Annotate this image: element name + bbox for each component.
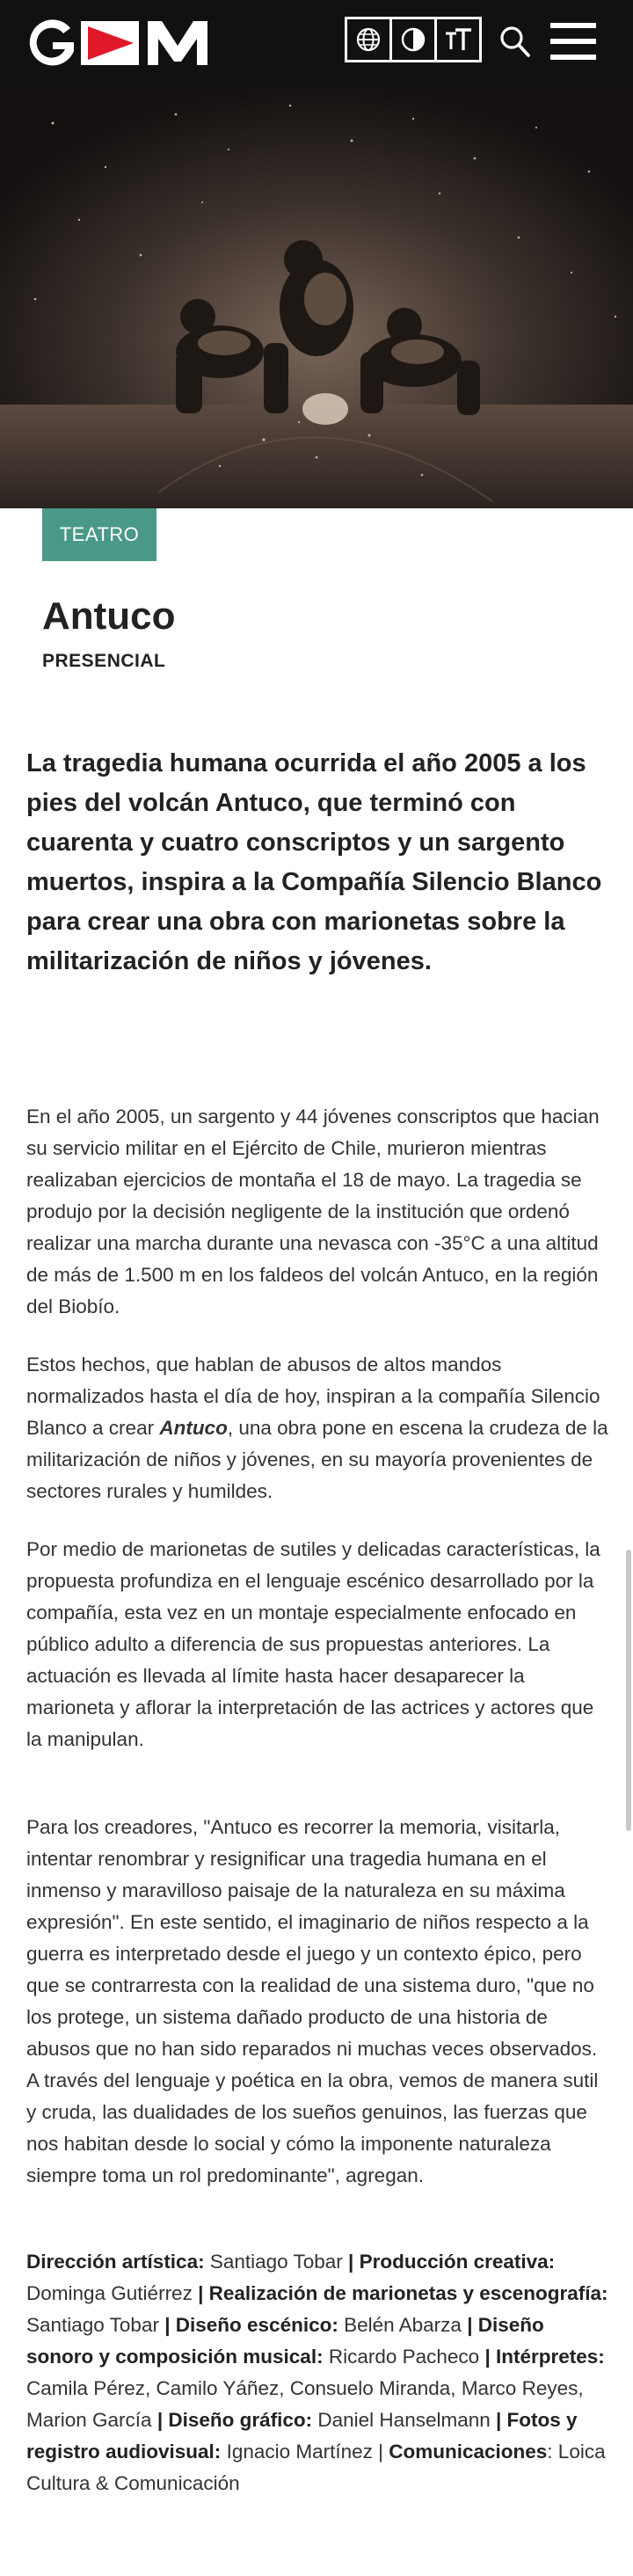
credit-value: Camila Pérez, Camilo Yáñez, Consuelo Miranda, Marco Reyes, Marion García — [26, 2377, 584, 2431]
language-button[interactable] — [347, 19, 392, 60]
credit-value: : Loica Cultura & Comunicación — [26, 2441, 606, 2494]
hero-photo — [0, 88, 633, 508]
credit-label: | Fotos y registro audiovisual: — [26, 2409, 578, 2463]
credit-value: Belén Abarza — [338, 2314, 468, 2336]
contrast-button[interactable] — [392, 19, 437, 60]
body-paragraph-1: En el año 2005, un sargento y 44 jóvenes conscriptos que hacian su servicio militar en el Ejército de Chile, murieron mientras realizaban ejercicios de montaña el 18 de mayo. La tragedia se produjo por la decisión negligente de la institución que ordenó realizar una marcha durante una nevasca con -35°C a una altitud de más de 1.500 m en los faldeos del volcán Antuco, en la región del Biobío. — [26, 1106, 600, 1317]
credit-value: Daniel Hanselmann — [312, 2409, 497, 2431]
body-paragraph-4: Para los creadores, "Antuco es recorrer la memoria, visitarla, intentar renombrar y resignificar una tragedia humana en el inmenso y maravilloso paisaje de la naturaleza en su máxima expresión". En este sentido, el imaginario de niños respecto a la guerra es interpretado desde el juego y un contexto épico, pero que se contrarresta con la realidad de una sistema duro, "que no los protege, un sistema dañado producto de una historia de abusos que no han sido reparados ni muchas veces observados. A través del lenguaje y poética en la obra, vemos de manera sutil y cruda, las dualidades de los sueños genuinos, las fuerzas que nos habitan desde lo social y cómo la imponente naturaleza siempre toma un rol predominante", agregan. — [26, 1816, 599, 2186]
p2-text-before: Estos hechos, que hablan de abusos de altos mandos normalizados hasta el día de hoy, inspiran a la compañía Silencio Blanco a crear — [26, 1354, 600, 1439]
accessibility-controls — [345, 17, 482, 62]
p2-work-title: Antuco — [159, 1417, 228, 1439]
modality-label: PRESENCIAL — [42, 651, 166, 671]
menu-button[interactable] — [549, 19, 598, 63]
hamburger-menu-icon — [549, 19, 598, 63]
hero-image — [0, 88, 633, 508]
category-badge[interactable]: TEATRO — [42, 508, 156, 561]
credit-value: Ricardo Pacheco — [323, 2346, 485, 2368]
body-paragraph-3: Por medio de marionetas de sutiles y delicadas características, la propuesta profundiza en el lenguaje escénico desarrollado por la compañía, esta vez en un montaje especialmente enfocado en público adulto a diferencia de sus propuestas anteriores. La actuación es llevada al límite hasta hacer desaparecer la marioneta y aflorar la interpretación de las actrices y actores que la manipulan. — [26, 1538, 600, 1750]
credits-paragraph — [26, 2246, 610, 2499]
page-scrollbar[interactable] — [626, 1550, 631, 1831]
text-size-button[interactable] — [437, 19, 479, 60]
credit-value: Santiago Tobar — [204, 2251, 349, 2273]
search-button[interactable] — [498, 23, 533, 60]
credit-label: | Diseño sonoro y composición musical: — [26, 2314, 544, 2368]
credit-value: Dominga Gutiérrez — [26, 2282, 199, 2304]
credit-label: Comunicaciones — [389, 2441, 548, 2463]
search-icon — [498, 23, 533, 60]
credit-value: Ignacio Martínez | — [221, 2441, 389, 2463]
body-paragraph-2 — [26, 1349, 610, 1507]
contrast-icon — [400, 26, 426, 53]
credit-label: | Intérpretes: — [484, 2346, 605, 2368]
site-header — [0, 0, 633, 88]
credit-label: | Realización de marionetas y escenografía: — [198, 2282, 608, 2304]
gam-logo[interactable] — [25, 16, 227, 69]
credit-label: Dirección artística: — [26, 2251, 205, 2273]
credit-value: Santiago Tobar — [26, 2314, 165, 2336]
credit-label: | Diseño escénico: — [164, 2314, 338, 2336]
credit-label: | Diseño gráfico: — [156, 2409, 313, 2431]
globe-icon — [355, 26, 382, 53]
text-size-icon — [443, 26, 473, 53]
lead-paragraph: La tragedia humana ocurrida el año 2005 a los pies del volcán Antuco, que terminó con cuarenta y cuatro conscriptos y un sargento muertos, inspira a la Compañía Silencio Blanco para crear una obra con marionetas sobre la militarización de niños y jóvenes. — [26, 749, 602, 975]
page-title: Antuco — [42, 595, 176, 638]
credit-label: | Producción creativa: — [348, 2251, 556, 2273]
p2-text-after: , una obra pone en escena la crudeza de la militarización de niños y jóvenes, en su mayoría provenientes de sectores rurales y humildes. — [26, 1417, 608, 1502]
